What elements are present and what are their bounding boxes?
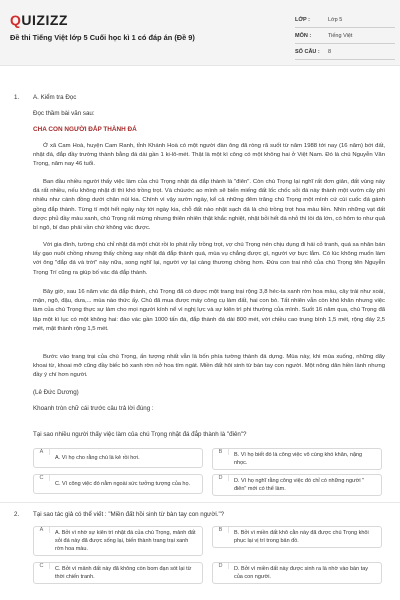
answer-option-b[interactable]: B B. Vì họ biết đó là công việc vô cùng khó khăn, nặng nhọc. [212, 448, 382, 470]
page-header [0, 0, 400, 66]
question-number: 1. [14, 94, 20, 101]
meta-row-count: SỐ CÂU : 8 [295, 44, 395, 60]
story-paragraph: Bây giờ, sau 16 năm vác đá đắp thành, chú Trọng đã có được một trang trại rộng 3,8 héc-ta xanh rờn hoa màu, cây trái như xoài, mận, ngô, đậu, dưa,... mùa nào thức ấy. Chú đã mua được máy công cụ làm đất, hai con bò. Tất nhiên vẫn còn khó khăn nhưng việc làm của chú Trọng thực sự làm cho mọi người kính nể vì nghị lực và sự kiên trì phi thường của mình. Suốt 16 năm qua, chú Trọng đã lập một kì lục có một không hai: đào vác gần 1000 tấn đá, đắp thành đá dài 800 mét, với chiều cao trung bình 1,5 mét, rộng đáy 2,5 mét, mặt thành rộng 1,5 mét. [33, 289, 385, 332]
answer-option-d[interactable]: D D. Vì họ nghĩ rằng công việc đó chỉ có những người " điên" mới có thể làm. [212, 474, 382, 496]
story-paragraph: Bước vào trang trại của chú Trọng, ấn tượng nhất vẫn là bốn phía tường thành đá dựng. Mùa này, khi mùa xuống, những dãy khoai từ, khoai mỡ cũng đầy biếc bò xanh rờn nở hoa tím ngát. Miền đất hôi sinh từ bàn tay con người. Một nông dân hiền lành nhưng đầy ý chí hơn người. [33, 354, 385, 379]
meta-row-subject: MÔN : Tiếng Việt [295, 28, 395, 44]
answer-option-d[interactable]: D D. Bởi vì miền đất này được sinh ra là nhờ vào bàn tay của con người. [212, 562, 382, 584]
meta-row-class: LỚP : Lớp 5 [295, 12, 395, 28]
circle-instruction: Khoanh tròn chữ cái trước câu trả lời đúng : [33, 405, 154, 412]
answer-option-b[interactable]: B B. Bởi vì miền đất khô cằn này đã được chú Trọng khôi phục lại vị trí trong bản đồ. [212, 526, 382, 548]
story-author: (Lê Đức Dương) [33, 389, 79, 396]
meta-table [295, 12, 395, 60]
question-text: Tại sao tác giả có thể viết : "Miền đất hồi sinh từ bàn tay con người."? [33, 511, 225, 518]
answer-option-a[interactable]: A A. Vì họ cho rằng chú là kẻ rồi hơi. [33, 448, 203, 468]
section-heading: A. Kiểm tra Đọc [33, 94, 77, 101]
story-paragraph: Ở xã Cam Hoà, huyện Cam Ranh, tỉnh Khánh Hoà có một người đàn ông đã ròng rã suốt từ năm 1988 tới nay (16 năm) bới đất, nhặt đá, đắp đầy trường thành bằng đá dài gần 1 ki-lô-mét. Thật là một kì công có một không hai ở Việt Nam. Đó là chú Nguyễn Văn Trọng, năm nay 46 tuổi. [33, 143, 385, 168]
answer-option-c[interactable]: C C. Vì công việc đó nằm ngoài sức tưởng tượng của họ. [33, 474, 203, 494]
story-paragraph: Với gia đình, tường chú chỉ nhặt đá một chút rồi lo phát rẫy trồng trọt, vợ chú Trọng nén chịu dụng đi hái cỏ tranh, quá sa nhân bán lấy gạo nuôi chồng nhưng thấy chồng say nhặt đá đắp thành quá, mùa vụ chẳng được gì, người vợ bực lắm. Có lúc không muốn làm với ông "đắp đá và trời" này nữa, song nghĩ lại, người vợ lại càng thương chồng hơn. Đứa con trai nhỏ của chú Trọng tên Nguyễn Trọng Trí cũng ra giúp bố vác đá đắp thành. [33, 242, 385, 276]
story-paragraph: Ban đầu nhiều người thấy việc làm của chú Trọng nhặt đá đắp thành là "điên". Còn chú Trọng lại nghĩ rất đơn giản, đất vùng này đá rất nhiều, nếu không nhặt đi thì khó trồng trọt. Và chúước ao mình sẽ biến miếng đất lốc chốc sỏi đá này thành một vườn cây phì nhiêu như cánh đồng dưới chân núi kia. Chính vì vậy sườn ngày, kể cả những đêm trăng chú Trọng một mình cứ cùi cuốc đá gánh gồng đắp thành. Từng tí một hết ngày này tới ngày kia, chỗ đất nào nhặt sạch đá là chú trồng trọt hoa màu liền. Nhìn những vạt đất được phủ đầy màu xanh, chú Trọng rất mừng nhưng thiên nhiên thật khắc nghiệt, nhặt bỏi hết đá nhỏ thì lòi đá lớn, có hôm to như quả bí ngô, bí đao phải vần chứ không vác được. [33, 179, 385, 232]
question-number: 2. [14, 511, 20, 518]
quizizz-logo: QUIZIZZ [10, 12, 68, 28]
question-text: Tại sao nhiều người thấy việc làm của chú Trọng nhặt đá đắp thành là "điên"? [33, 431, 247, 438]
answer-option-a[interactable]: A A. Bởi vì nhờ sự kiên trì nhặt đá của chú Trọng, mảnh đất sỏi đá này đã được sống lại, biến thành trang trại xanh rờn hoa màu. [33, 526, 203, 556]
story-title: CHA CON NGƯỜI ĐẮP THÀNH ĐÁ [33, 126, 137, 133]
document-title: Đề thi Tiếng Việt lớp 5 Cuối học kì 1 có đáp án (Đề 9) [10, 33, 195, 42]
reading-instruction: Đọc thầm bài văn sau: [33, 110, 95, 117]
answer-option-c[interactable]: C C. Bởi vì mảnh đất này đã không còn bom đạn sót lại từ thời chiến tranh. [33, 562, 203, 584]
question-divider [0, 502, 400, 503]
